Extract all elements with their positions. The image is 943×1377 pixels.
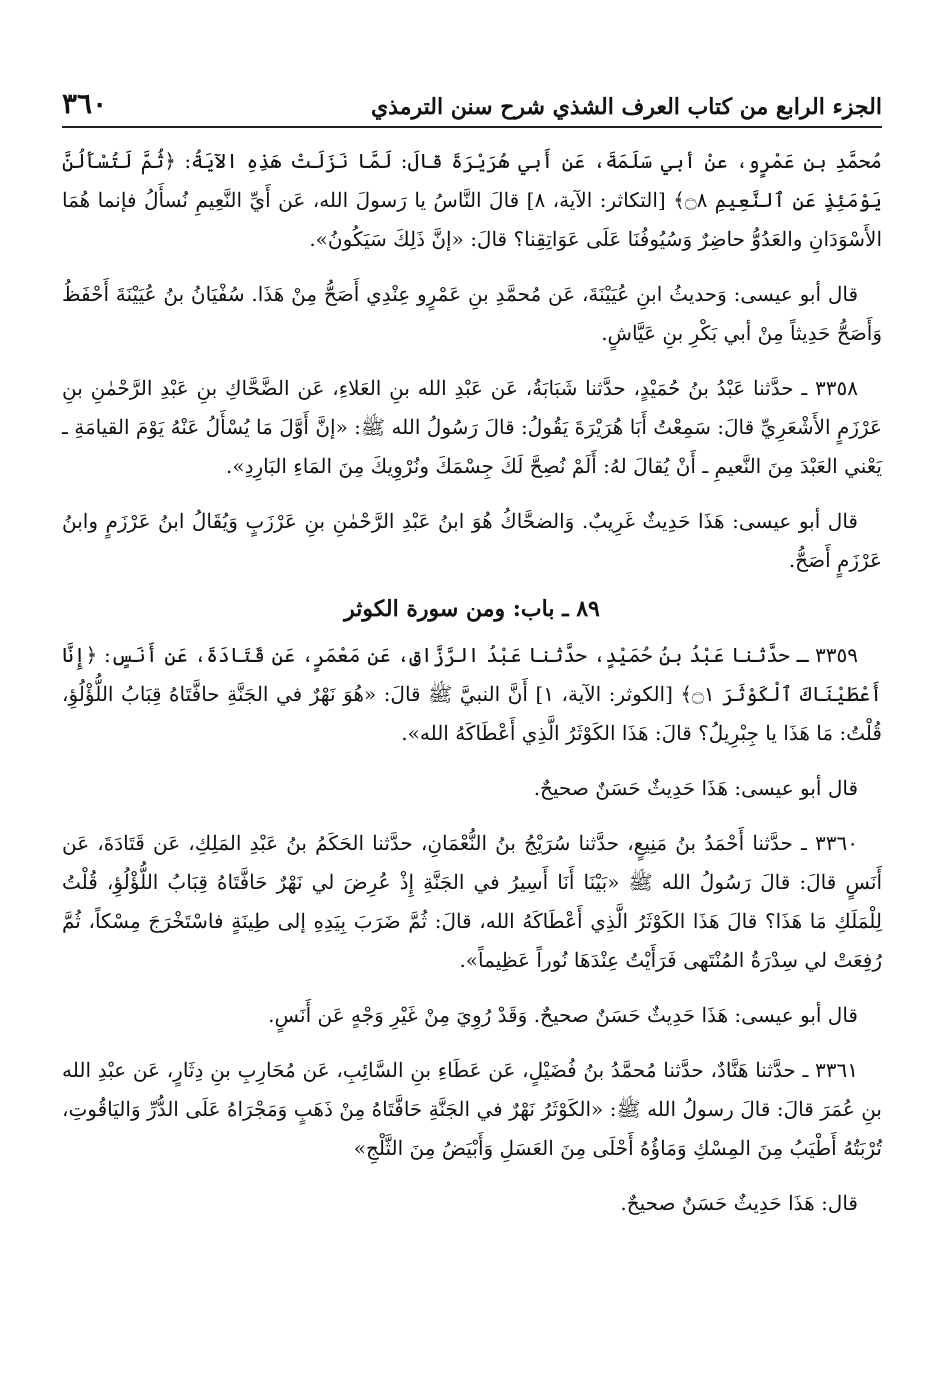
paragraph: قال أبو عيسى: هَذَا حَدِيثٌ حَسَنٌ صحيحٌ. [533,776,858,800]
paragraph: مُحمَّدِ بن عَمْرٍو، عنْ أبي سَلَمَةَ، عَن أَبي هُرَيْرَةَ قالَ: لَمَّا نَزَلَتْ هَذِهِ الآيَةُ: ﴿ثُمَّ لَتُسْأَلُنَّ يَوْمَئِذٍ عَنِ ٱلنَّعِيمِ ۝٨﴾ [التكاثر: الآية، ٨] قالَ النَّاسُ يا رَسولَ الله، عَن أَيِّ النَّعِيمِ نُسأَلُ فإنما هُمَا الأَسْوَدَانِ والعَدُوُّ حاضِرٌ وَسُيُوفُنَا عَلَى عَوَاتِقِنا؟ قالَ: «إنَّ ذَلِكَ سَيَكُونُ». [62,149,882,251]
hadith-3359: ٣٣٥٩ ـ حدَّثنا عَبْدُ بنُ حُمَيْدٍ، حدَّثنا عَبْدُ الرَّزَّاقِ، عَن مَعْمَرٍ، عَن قَتَادَةَ، عَن أَنَسٍ: ﴿إِنَّا أَعْطَيْنَاكَ ٱلْكَوْثَرَ ۝١﴾ [الكوثر: الآية، ١] أَنَّ النبيَّ ﷺ قالَ: «هُوَ نَهْرٌ في الجَنَّةِ حافَّتَاهُ قِبَابُ اللُّؤْلُؤِ، قُلْتُ: مَا هَذَا يا جِبْرِيلُ؟ قالَ: هَذَا الكَوْثَرُ الَّذِي أَعْطَاكَهُ الله». [62,643,882,745]
paragraph: قال أبو عيسى: وَحديثُ ابنِ عُيَيْنَةَ، عَن مُحمَّدِ بنِ عَمْرٍو عِنْدِي أَصَحُّ مِنْ هَذَا. سُفْيَانُ بنُ عُيَيْنَةَ أَحْفَظُ وَأَصَحُّ حَدِيثاً مِنْ أبي بَكْرِ بنِ عَيَّاشٍ. [62,282,882,345]
hadith-3361: ٣٣٦١ ـ حدَّثنا هَنَّادٌ، حدَّثنا مُحمَّدُ بنُ فُضَيْلٍ، عَن عَطَاءِ بنِ السَّائِبِ، عَن مُحَارِبِ بنِ دِثَارٍ، عَن عبْدِ الله بنِ عُمَرَ قالَ: قالَ رسولُ الله ﷺ: «الكَوْثَرُ نَهْرٌ في الجَنَّةِ حَافَّتَاهُ مِنْ ذَهَبٍ وَمَجْرَاهُ عَلَى الدُّرِّ وَاليَاقُوتِ، تُرْبَتُهُ أَطْيَبُ مِنَ المِسْكِ وَمَاؤُهُ أَحْلَى مِنَ العَسَلِ وَأَبْيَضُ مِنَ الثَّلْجِ» [62,1058,882,1160]
page-header [62,80,882,120]
paragraph: قال أبو عيسى: هَذَا حَدِيثٌ حَسَنٌ صحيحٌ. وَقَدْ رُوِيَ مِنْ غَيْرِ وَجْهٍ عَن أَنَسٍ. [268,1003,858,1027]
hadith-3358: ٣٣٥٨ ـ حدَّثنا عَبْدُ بنُ حُمَيْدٍ، حدَّثنا شَبَابَةُ، عَن عَبْدِ الله بنِ العَلاءِ، عَن الضَّحَّاكِ بنِ عَبْدِ الرَّحْمٰنِ بنِ عَرْزَمٍ الأَشْعَرِيِّ قالَ: سَمِعْتُ أَبَا هُرَيْرَةَ يَقُولُ: قالَ رَسُولُ الله ﷺ: «إنَّ أَوَّلَ مَا يُسْأَلُ عَنْهُ يَوْمَ القيامَةِ ـ يَعْني العَبْدَ مِنَ النَّعيمِ ـ أَنْ يُقالَ لهُ: أَلَمْ نُصِحَّ لَكَ جِسْمَكَ ونُرْوِيكَ مِنَ المَاءِ البَارِدِ». [62,376,882,478]
page-body [62,142,882,1239]
hadith-3360: ٣٣٦٠ ـ حدَّثنا أَحْمَدُ بنُ مَنِيعٍ، حدَّثنا سُرَيْجُ بنُ النُّعْمَانِ، حدَّثنا الحَكَمُ بنُ عَبْدِ المَلِكِ، عَن قَتَادَةَ، عَن أَنَسٍ قالَ: قالَ رَسُولُ الله ﷺ «بَيْنَا أَنَا أَسِيرُ في الجَنَّةِ إِذْ عُرِضَ لي نَهْرٌ حَافَّتَاهُ قِبَابُ اللُّؤْلُؤِ، قُلْتُ لِلْمَلَكِ مَا هَذَا؟ قالَ هَذَا الكَوْثَرُ الَّذِي أَعْطَاكَهُ الله، قالَ: ثُمَّ ضَرَبَ بِيَدِهِ إلى طِينَةٍ فاسْتَخْرَجَ مِسْكاً، ثُمَّ رُفِعَتْ لي سِدْرَةُ المُنْتَهى فَرَأَيْتُ عِنْدَهَا نُوراً عَظِيماً». [62,831,882,972]
section-title: ٨٩ ـ باب: ومن سورة الكوثر [344,596,600,622]
paragraph: قال أبو عيسى: هَذَا حَدِيثٌ غَرِيبٌ. وَالضحَّاكُ هُوَ ابنُ عَبْدِ الرَّحْمٰنِ بنِ عَرْزَبٍ وَيُقَالُ ابنُ عَرْزَمٍ وابنُ عَرْزَمٍ أَصَحُّ. [62,509,882,572]
paragraph: قال: هَذَا حَدِيثٌ حَسَنٌ صحيحٌ. [620,1191,858,1215]
running-title: الجزء الرابع من كتاب العرف الشذي شرح سنن الترمذي [370,94,882,120]
page-number: ٣٦٠ [62,87,108,120]
header-rule [62,126,882,128]
